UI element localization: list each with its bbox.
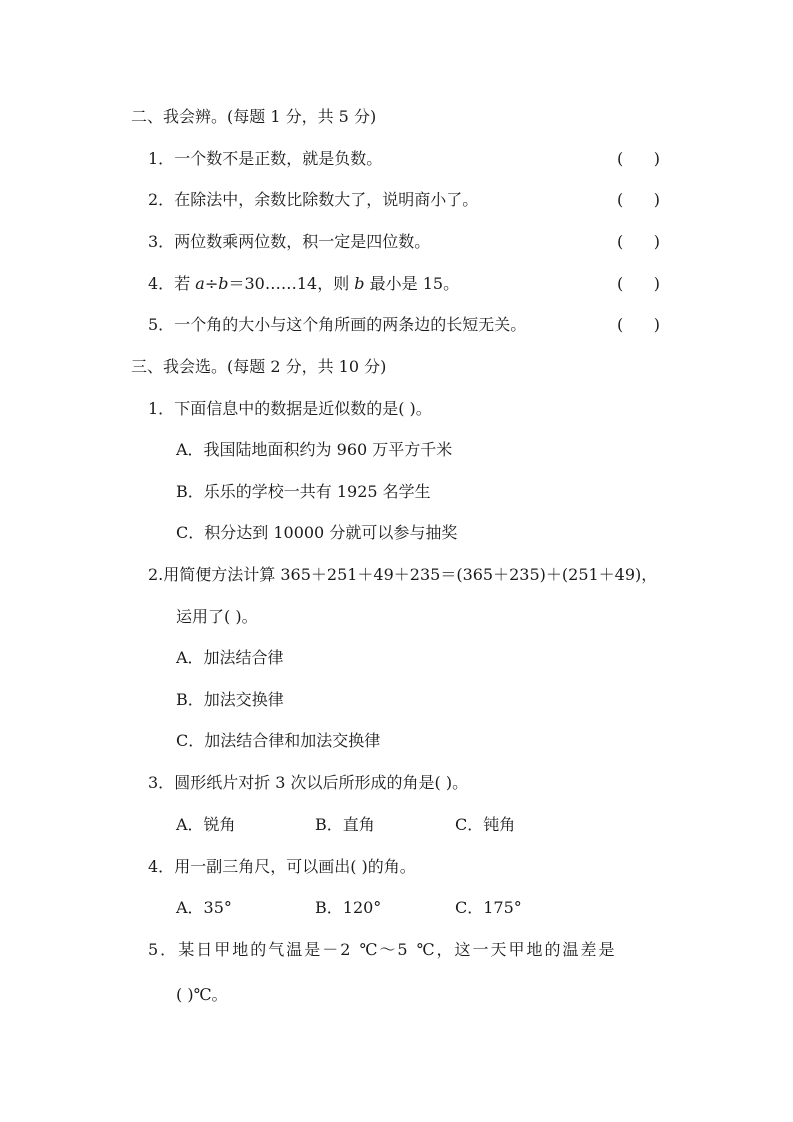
- q2-continuation: 运用了( )。: [176, 607, 258, 626]
- q1-option-a[interactable]: A．我国陆地面积约为 960 万平方千米: [176, 440, 453, 459]
- item-text: 两位数乘两位数，积一定是四位数。: [174, 232, 431, 251]
- item-text: 一个角的大小与这个角所画的两条边的长短无关。: [174, 315, 527, 334]
- divide-sign: ÷: [204, 274, 219, 293]
- q4-option-a[interactable]: A．35°: [176, 898, 232, 917]
- q4-option-c[interactable]: C．175°: [455, 898, 522, 917]
- q2-option-a[interactable]: A．加法结合律: [176, 648, 284, 667]
- item-text-mid: ＝30……14，则: [228, 274, 355, 293]
- q5-continuation[interactable]: ( )℃。: [176, 985, 228, 1004]
- section-3-title: 三、我会选。(每题 2 分，共 10 分): [131, 357, 387, 376]
- choice-question-2: [148, 565, 657, 585]
- judge-item-1: [148, 149, 382, 169]
- answer-blank-3[interactable]: ( ): [617, 232, 660, 251]
- judge-item-5: [148, 315, 526, 335]
- question-number: 3．: [148, 773, 175, 792]
- question-text: 用一副三角尺，可以画出( )的角。: [174, 857, 416, 876]
- answer-blank-5[interactable]: ( ): [617, 315, 660, 334]
- section-2-title: 二、我会辨。(每题 1 分，共 5 分): [131, 107, 377, 126]
- answer-blank-1[interactable]: ( ): [617, 149, 660, 168]
- q3-option-b[interactable]: B．直角: [315, 815, 375, 834]
- question-text: 某日甲地的气温是－2 ℃～5 ℃，这一天甲地的温差是: [178, 940, 617, 959]
- question-number: 1．: [148, 399, 175, 418]
- question-number: 5．: [148, 940, 179, 959]
- q4-option-b[interactable]: B．120°: [315, 898, 382, 917]
- q1-option-c[interactable]: C．积分达到 10000 分就可以参与抽奖: [176, 523, 458, 542]
- answer-blank-4[interactable]: ( ): [617, 274, 660, 293]
- question-number: 4．: [148, 857, 175, 876]
- item-text: 一个数不是正数，就是负数。: [174, 149, 383, 168]
- choice-question-1: [148, 399, 432, 419]
- item-text-post: 最小是 15。: [364, 274, 460, 293]
- item-text-pre: 若: [174, 274, 196, 293]
- q3-option-c[interactable]: C．钝角: [455, 815, 516, 834]
- item-number: 3．: [148, 232, 175, 251]
- question-text: 下面信息中的数据是近似数的是( )。: [174, 399, 432, 418]
- answer-blank-2[interactable]: ( ): [617, 190, 660, 209]
- item-number: 2．: [148, 190, 175, 209]
- item-text: 在除法中，余数比除数大了，说明商小了。: [174, 190, 479, 209]
- question-number: 2.: [148, 565, 164, 584]
- judge-item-4: [148, 274, 459, 294]
- q3-option-a[interactable]: A．锐角: [176, 815, 236, 834]
- question-text: 圆形纸片对折 3 次以后所形成的角是( )。: [174, 773, 469, 792]
- variable-b: b: [218, 274, 229, 293]
- q1-option-b[interactable]: B．乐乐的学校一共有 1925 名学生: [176, 482, 431, 501]
- q2-option-b[interactable]: B．加法交换律: [176, 690, 284, 709]
- item-number: 4．: [148, 274, 175, 293]
- judge-item-2: [148, 190, 478, 210]
- item-number: 1．: [148, 149, 175, 168]
- q2-option-c[interactable]: C．加法结合律和加法交换律: [176, 731, 381, 750]
- item-number: 5．: [148, 315, 175, 334]
- choice-question-4: [148, 857, 416, 877]
- choice-question-3: [148, 773, 468, 793]
- choice-question-5: [148, 940, 617, 960]
- question-text: 用简便方法计算 365＋251＋49＋235＝(365＋235)＋(251＋49)，: [163, 565, 658, 584]
- judge-item-3: [148, 232, 430, 252]
- variable-a: a: [195, 274, 205, 293]
- variable-b: b: [354, 274, 365, 293]
